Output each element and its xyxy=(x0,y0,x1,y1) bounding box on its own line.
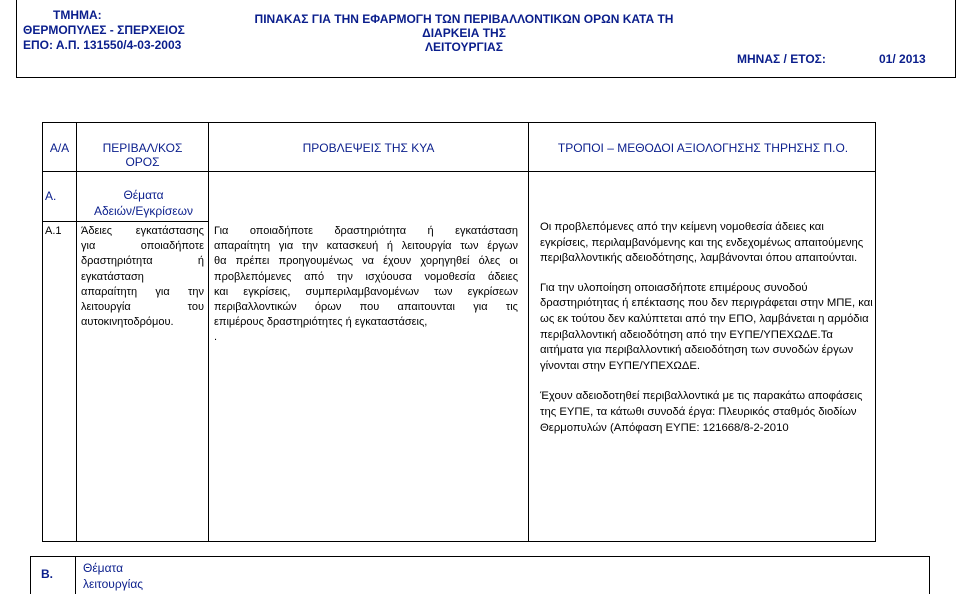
department-name: ΘΕΡΜΟΠΥΛΕΣ - ΣΠΕΡΧΕΙΟΣ xyxy=(23,23,185,37)
report-title-line1: ΠΙΝΑΚΑΣ ΓΙΑ ΤΗΝ ΕΦΑΡΜΟΓΗ ΤΩΝ ΠΕΡΙΒΑΛΛΟΝΤΙΚΩΝ ΟΡΩΝ ΚΑΤΑ ΤΗ ΔΙΑΡΚΕΙΑ ΤΗΣ xyxy=(254,12,674,40)
row-a1-kya-line: προβλεπόμενες από την ισχύουσα νομοθεσία άδειες xyxy=(214,270,518,283)
header-row-divider xyxy=(43,171,875,172)
department-info xyxy=(23,8,185,53)
section-a-id: Α. xyxy=(45,189,57,203)
row-a1-env-line: αυτοκινητοδρόμου. xyxy=(81,316,174,329)
col-header-env xyxy=(77,141,208,169)
row-a1-env-condition xyxy=(81,224,204,330)
row-a1-env-line: για οποιαδήποτε xyxy=(81,240,204,253)
row-a1-methods-paragraph-1: Οι προβλεπόμενες από την κείμενη νομοθεσία άδειες και εγκρίσεις, περιλαμβανόμενης και της ενδεχομένως απαιτούμενης περιβαλλοντικής αδειοδότησης, λαμβάνονται όπου απαιτούνται. xyxy=(540,221,864,265)
row-a1-id: Α.1 xyxy=(45,225,62,237)
section-b-row xyxy=(30,556,930,594)
row-a1-kya-provisions xyxy=(214,224,518,346)
row-a1-env-line: δραστηριότητα ή xyxy=(81,255,204,268)
col-divider-1 xyxy=(76,123,77,541)
report-title-line2: ΛΕΙΤΟΥΡΓΙΑΣ xyxy=(425,40,503,54)
section-b-id: Β. xyxy=(41,567,53,581)
row-a1-kya-line: απαραίτητη για την κατασκευή ή λειτουργία των έργων xyxy=(214,240,518,253)
report-title xyxy=(229,12,699,54)
col-divider-3 xyxy=(528,123,529,541)
row-a1-methods-paragraph-3: Έχουν αδειοδοτηθεί περιβαλλοντικά με τις παρακάτω αποφάσεις της ΕΥΠΕ, τα κάτωθι συνοδά έργα: Πλευρικός σταθμός διοδίων Θερμοπυλών (Απόφαση ΕΥΠΕ: 121668/8-2-2010 xyxy=(540,390,863,434)
section-a-title-line1: Θέματα xyxy=(123,188,164,202)
section-b-divider xyxy=(75,557,76,594)
section-b-title-line1: Θέματα xyxy=(83,561,124,575)
col-header-env-line2: ΟΡΟΣ xyxy=(125,155,160,169)
row-a1-methods-paragraph-2: Για την υλοποίηση οποιασδήποτε επιμέρους συνοδού δραστηριότητας ή επέκτασης που δεν περιγράφεται στην ΜΠΕ, και ως εκ τούτου δεν καλύπτεται από την ΕΠΟ, λαμβάνεται η αρμόδια περιβαλλοντική αδειοδότηση από την ΕΥΠΕ/ΥΠΕΧΩΔΕ.Τα αιτήματα για περιβαλλοντική αδειοδότηση των συνοδών έργων γίνονται στην ΕΥΠΕ/ΥΠΕΧΩΔΕ. xyxy=(540,281,873,372)
row-a1-env-line: Άδειες εγκατάστασης xyxy=(81,225,204,237)
row-a1-env-line: εγκατάσταση xyxy=(81,270,144,283)
section-a-title xyxy=(81,187,206,219)
col-header-env-line1: ΠΕΡΙΒΑΛ/ΚΟΣ xyxy=(102,141,183,155)
col-header-methods: ΤΡΟΠΟΙ – ΜΕΘΟΔΟΙ ΑΞΙΟΛΟΓΗΣΗΣ ΤΗΡΗΣΗΣ Π.Ο. xyxy=(557,141,849,155)
month-value: 01/ 2013 xyxy=(879,52,926,66)
row-a1-kya-line: περιβαλλοντικών όρων που απαιτουνται για τις xyxy=(214,301,518,314)
col-header-kya: ΠΡΟΒΛΕΨΕΙΣ ΤΗΣ ΚΥΑ xyxy=(302,141,435,155)
section-b-title-line2: λειτουργίας xyxy=(83,577,144,591)
section-a-divider xyxy=(43,221,209,222)
conditions-table xyxy=(42,122,876,542)
row-a1-kya-line: θα πρέπει προηγουμένως να έχουν χορηγηθεί όλες οι xyxy=(214,255,518,268)
row-a1-kya-line: και εγκρίσεις, συμπεριλαμβανομένων των εγκρίσεων xyxy=(214,285,518,298)
month-label: ΜΗΝΑΣ / ΕΤΟΣ: xyxy=(737,52,826,66)
approval-ref: ΕΠΟ: Α.Π. 131550/4-03-2003 xyxy=(23,38,182,52)
report-header xyxy=(16,0,956,78)
department-label: ΤΜΗΜΑ: xyxy=(53,8,102,22)
col-divider-2 xyxy=(208,123,209,541)
row-a1-env-line: απαραίτητη για την xyxy=(81,285,204,298)
col-header-aa: Α/Α xyxy=(49,141,70,155)
section-b-title xyxy=(83,560,143,592)
row-a1-methods xyxy=(540,220,875,436)
row-a1-kya-line: Για οποιαδήποτε δραστηριότητα ή εγκατάσταση xyxy=(214,225,518,237)
row-a1-kya-line: επιμέρους δραστηριότητες ή εγκαταστάσεις, xyxy=(214,316,428,329)
row-a1-env-line: λειτουργία του xyxy=(81,301,204,314)
row-a1-kya-line: . xyxy=(214,331,218,344)
section-a-title-line2: Αδειών/Εγκρίσεων xyxy=(93,204,194,218)
